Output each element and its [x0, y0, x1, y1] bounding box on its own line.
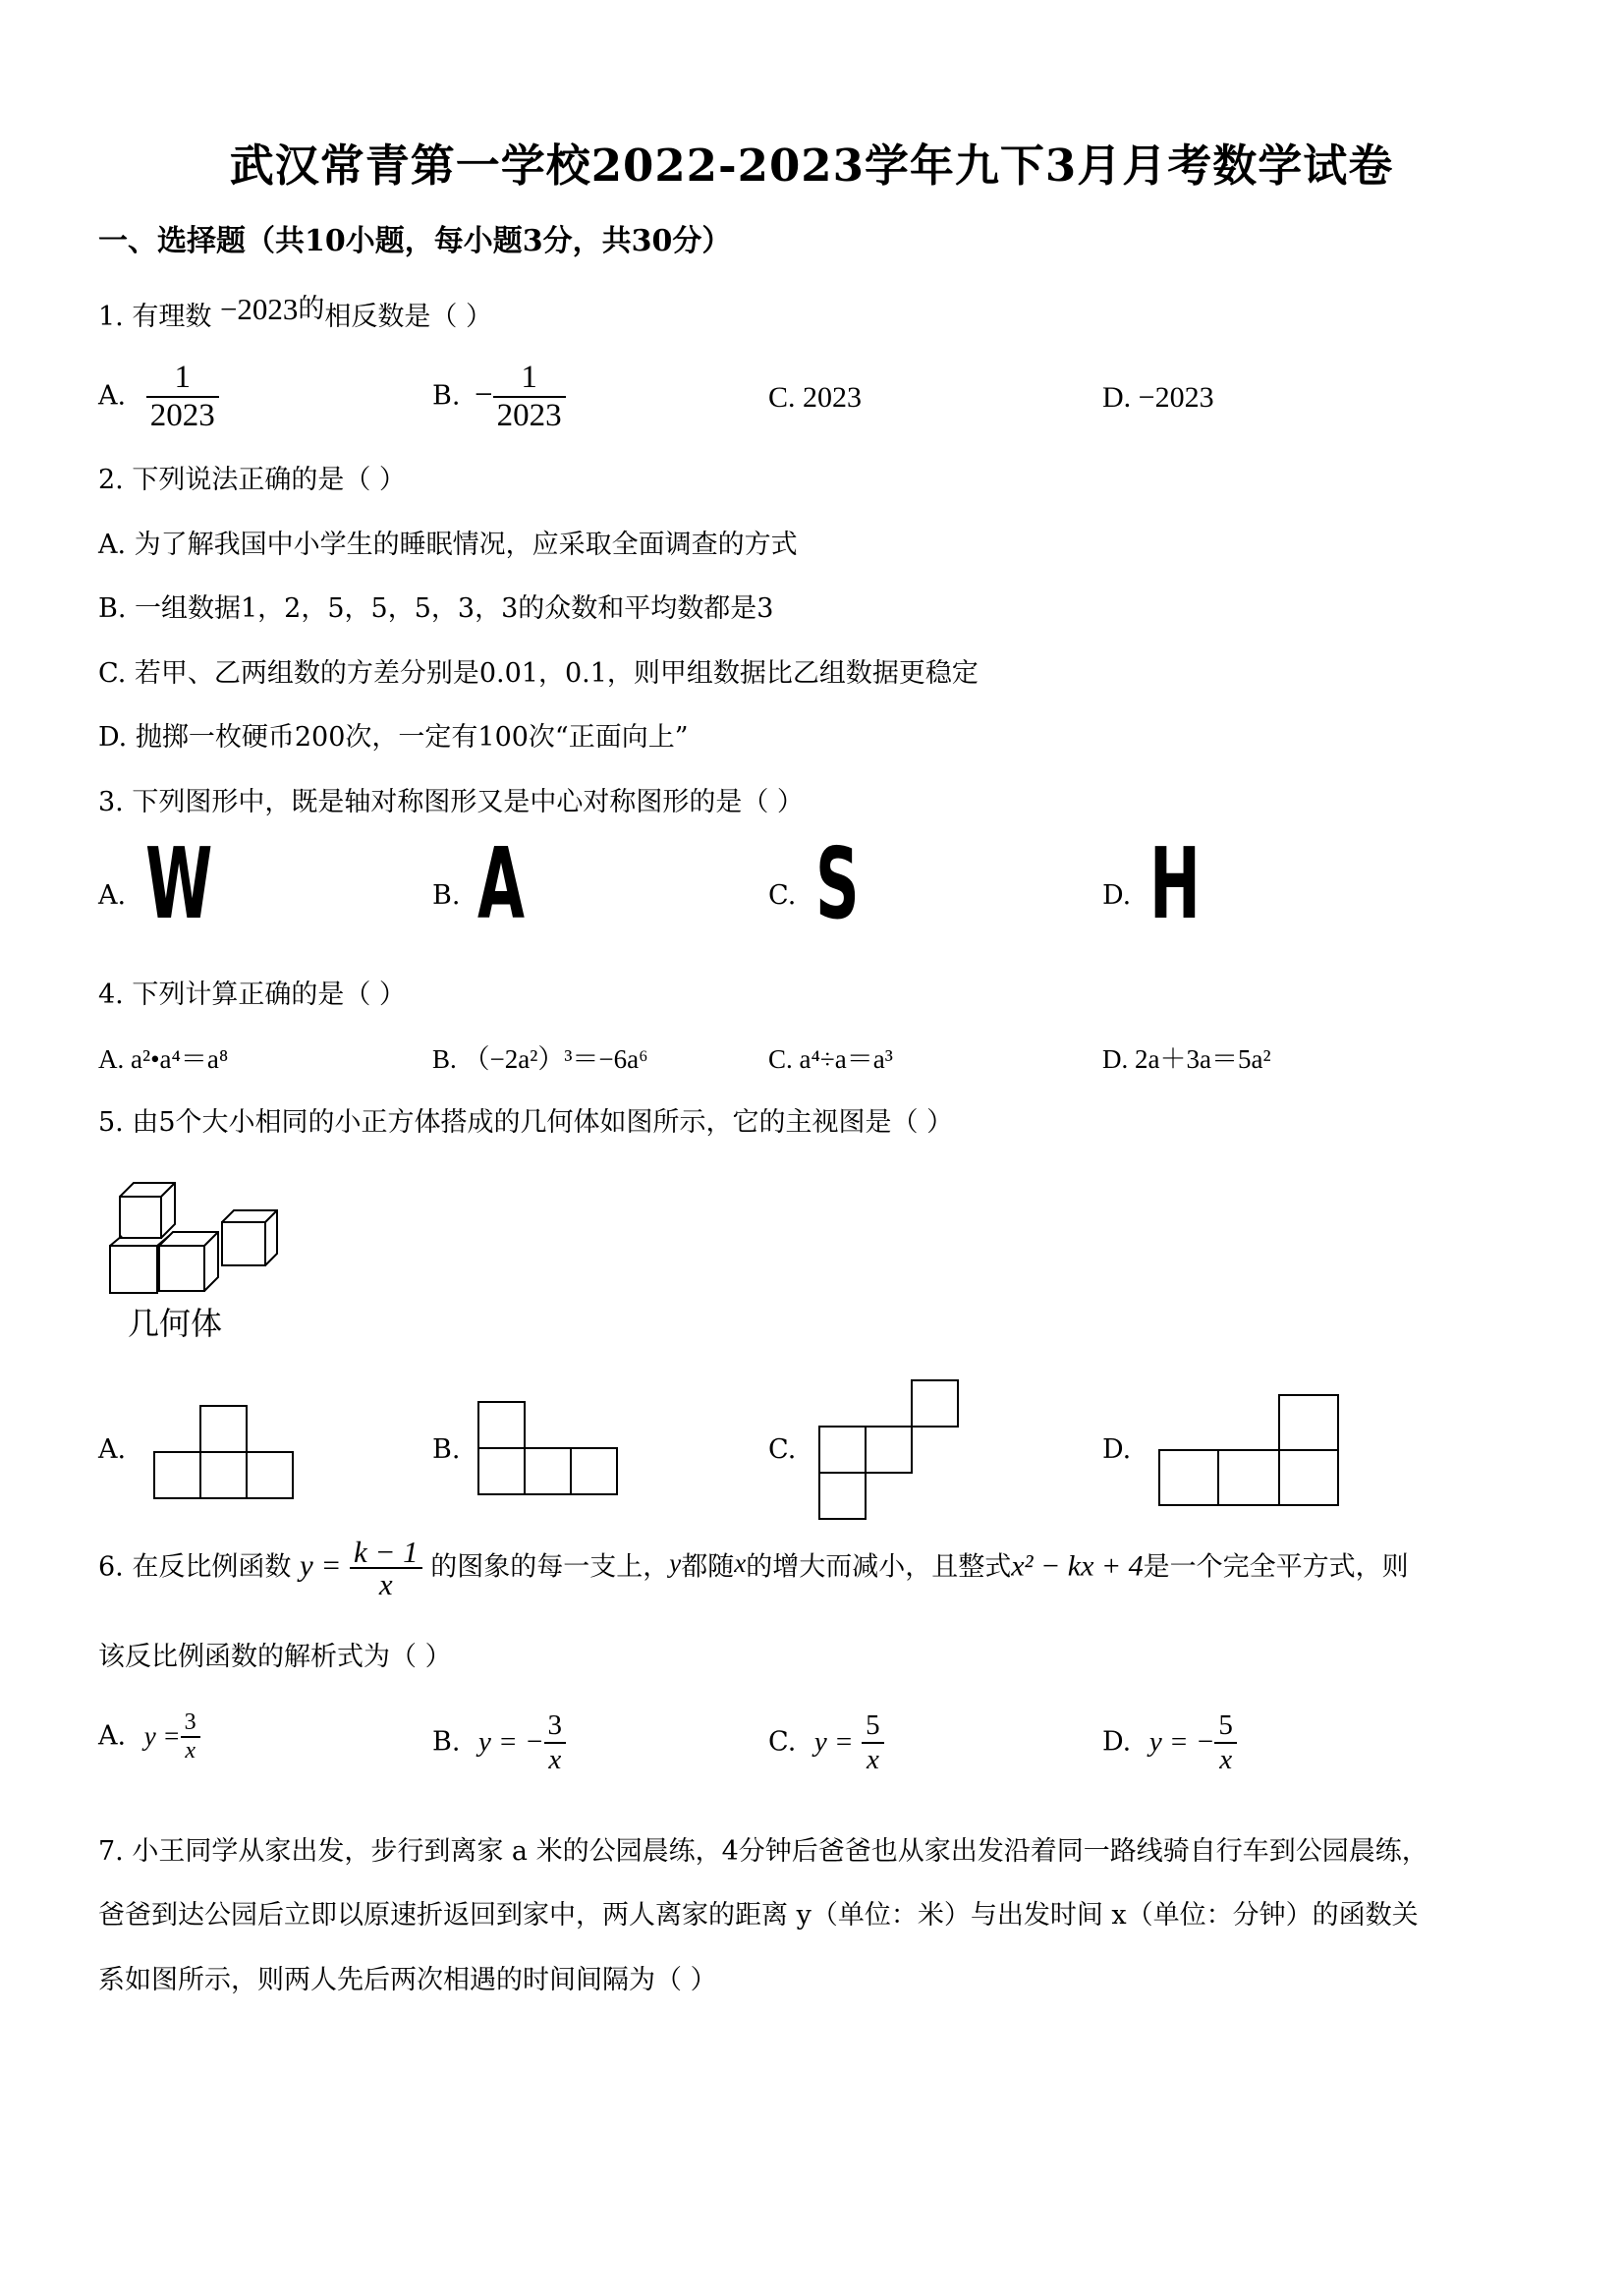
letter-a-figure: A [477, 826, 525, 941]
question-6-stem [98, 1537, 1409, 1599]
q4-option-d: D. 2a＋3a＝5a² [1102, 1044, 1271, 1074]
view-square [525, 1448, 571, 1494]
q6-option-a-label: A. [98, 1720, 127, 1752]
fraction-denominator: x [544, 1742, 567, 1776]
q1-expression: −2023 [219, 292, 299, 326]
q6-option-d [1102, 1709, 1237, 1776]
q5-option-d-label: D. [1102, 1434, 1132, 1465]
q5-option-c-label: C. [768, 1434, 797, 1465]
q6-option-d-lhs: y = − [1148, 1725, 1215, 1758]
fraction-denominator: x [862, 1742, 884, 1776]
q6-option-b-fraction [544, 1709, 567, 1776]
q1-option-d: D. −2023 [1102, 381, 1214, 414]
q2-option-b: B. 一组数据1，2，5，5，5，3，3的众数和平均数都是3 [98, 593, 774, 624]
fraction-denominator: x [350, 1567, 422, 1599]
cube-face [110, 1246, 157, 1293]
cube-face [159, 1246, 204, 1291]
q1-option-b-label: B. [432, 380, 461, 412]
view-square [154, 1452, 200, 1498]
q6-line-2: 该反比例函数的解析式为（ ） [98, 1642, 452, 1672]
q5-option-a-label: A. [98, 1434, 127, 1465]
view-square [1218, 1450, 1279, 1505]
q6-text-2: 都随 [681, 1551, 735, 1583]
q6-option-b [432, 1709, 566, 1776]
q6-option-a [98, 1709, 200, 1764]
question-4-stem: 4. 下列计算正确的是（ ） [98, 980, 406, 1010]
q1-option-c: C. 2023 [768, 381, 863, 414]
view-square [478, 1402, 525, 1448]
q6-text-4: 是一个完全平方式，则 [1143, 1551, 1409, 1583]
q6-option-d-fraction [1214, 1709, 1237, 1776]
q1-option-b [432, 360, 566, 434]
q5-option-a-view [152, 1403, 300, 1501]
view-square [1279, 1395, 1338, 1450]
q1-option-a [98, 360, 219, 434]
q6-text-3: 的增大而减小，且整式 [746, 1551, 1012, 1583]
q6-option-c-fraction [862, 1709, 884, 1776]
q1-option-b-sign: − [475, 376, 493, 413]
view-square [819, 1473, 866, 1519]
fraction-denominator: 2023 [146, 396, 219, 434]
fraction-numerator: 3 [547, 1709, 563, 1741]
q6-prefix: 6. 在反比例函数 [98, 1551, 292, 1583]
question-2-stem: 2. 下列说法正确的是（ ） [98, 465, 406, 495]
q3-option-d-label: D. [1102, 880, 1132, 911]
question-3-stem: 3. 下列图形中，既是轴对称图形又是中心对称图形的是（ ） [98, 787, 804, 817]
question-7-line-1: 7. 小王同学从家出发，步行到离家 a 米的公园晨练，4分钟后爸爸也从家出发沿着同一路线骑自行车到公园晨练， [98, 1836, 1428, 1867]
solid-figure-label: 几何体 [128, 1305, 223, 1342]
view-square [819, 1427, 866, 1473]
view-square [200, 1452, 247, 1498]
q6-option-c [768, 1709, 884, 1776]
fraction-denominator: x [181, 1736, 200, 1764]
cube-edge [265, 1210, 277, 1222]
q5-option-b-label: B. [432, 1434, 461, 1465]
cube-edge [204, 1232, 218, 1246]
question-1-stem [98, 292, 493, 333]
q1-option-b-fraction [493, 360, 566, 434]
q5-option-d-view [1157, 1393, 1344, 1511]
view-square [247, 1452, 293, 1498]
q3-option-a-label: A. [98, 880, 127, 911]
solid-figure-cubes [98, 1169, 295, 1307]
fraction-denominator: x [1214, 1742, 1237, 1776]
fraction-numerator: 1 [521, 360, 537, 395]
page-title: 武汉常青第一学校2022-2023学年九下3月月考数学试卷 [229, 140, 1394, 192]
q1-prefix: 1. 有理数 [98, 302, 212, 332]
view-square [1279, 1450, 1338, 1505]
q6-function-lhs: y = [299, 1547, 342, 1583]
q1-option-a-label: A. [98, 380, 127, 412]
q2-option-c: C. 若甲、乙两组数的方差分别是0.01，0.1，则甲组数据比乙组数据更稳定 [98, 658, 979, 689]
q4-option-c: C. a⁴÷a＝a³ [768, 1044, 893, 1074]
q6-function-fraction [350, 1537, 422, 1599]
q3-option-c-label: C. [768, 880, 797, 911]
letter-s-figure: S [815, 826, 860, 941]
q6-option-a-lhs: y = [143, 1720, 181, 1751]
fraction-numerator: 1 [174, 360, 191, 395]
q6-option-c-lhs: y = [813, 1725, 854, 1758]
cube-face [222, 1222, 265, 1265]
q2-option-d: D. 抛掷一枚硬币200次，一定有100次“正面向上” [98, 722, 689, 753]
q6-option-c-label: C. [768, 1726, 797, 1758]
q6-var-x: x [734, 1547, 747, 1578]
view-square [912, 1380, 958, 1427]
cube-face [120, 1197, 161, 1238]
q1-suffix: 相反数是（ ） [324, 302, 493, 332]
cube-edge [110, 1236, 122, 1246]
view-square [1159, 1450, 1218, 1505]
view-square [571, 1448, 617, 1494]
question-5-stem: 5. 由5个大小相同的小正方体搭成的几何体如图所示，它的主视图是（ ） [98, 1107, 954, 1138]
q6-var-y: y [669, 1547, 682, 1578]
question-7-line-2: 爸爸到达公园后立即以原速折返回到家中，两人离家的距离 y（单位：米）与出发时间 x（单位：分钟）的函数关 [98, 1900, 1419, 1931]
q5-option-c-view [817, 1377, 965, 1525]
q2-option-a: A. 为了解我国中小学生的睡眠情况，应采取全面调查的方式 [98, 530, 798, 560]
q6-option-a-fraction [181, 1709, 200, 1764]
fraction-numerator: 5 [866, 1709, 880, 1741]
q6-text-1: 的图象的每一支上， [430, 1551, 670, 1583]
q1-option-a-fraction [146, 360, 219, 434]
q4-option-b: B. （−2a²）³＝−6a⁶ [432, 1044, 648, 1074]
q6-option-b-label: B. [432, 1726, 461, 1758]
q6-option-b-lhs: y = − [478, 1725, 544, 1758]
q3-option-b-label: B. [432, 880, 461, 911]
q1-de: 的 [298, 294, 325, 324]
q5-option-b-view [476, 1399, 619, 1497]
letter-h-figure: H [1149, 826, 1201, 941]
q4-option-a: A. a²•a⁴＝a⁸ [98, 1044, 229, 1074]
q6-option-d-label: D. [1102, 1726, 1132, 1758]
fraction-numerator: 3 [184, 1709, 196, 1735]
view-square [200, 1406, 247, 1452]
section-heading: 一、选择题（共10小题，每小题3分，共30分） [98, 224, 732, 258]
cube-edge [161, 1183, 175, 1197]
fraction-numerator: k − 1 [353, 1535, 419, 1569]
view-square [866, 1427, 912, 1473]
q6-polynomial: x² − kx + 4 [1011, 1549, 1144, 1583]
view-square [478, 1448, 525, 1494]
letter-w-figure: W [145, 826, 213, 941]
fraction-denominator: 2023 [493, 396, 566, 434]
fraction-numerator: 5 [1218, 1709, 1233, 1741]
question-7-line-3: 系如图所示，则两人先后两次相遇的时间间隔为（ ） [98, 1965, 717, 1995]
